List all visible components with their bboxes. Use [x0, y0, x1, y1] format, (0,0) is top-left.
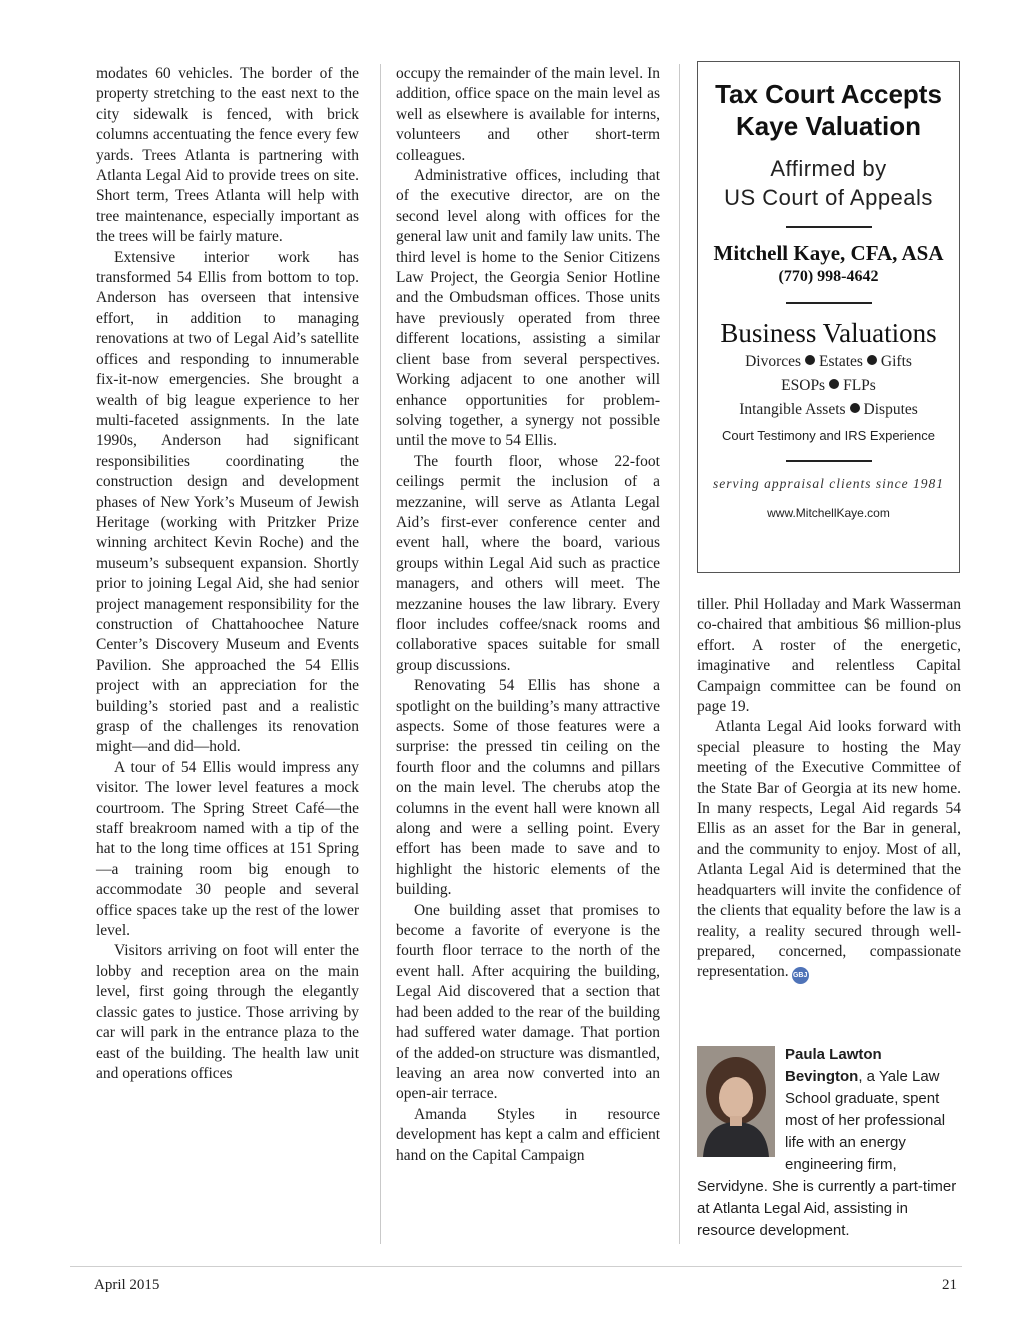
- ad-headline: [698, 78, 959, 142]
- paragraph: Visitors arriving on foot will enter the lobby and reception area on the main level, first going through the elegantly classic gates to justice. Those arriving by car will park in the entrance plaza to the east of the building. The health law unit and operations offices: [96, 942, 359, 1082]
- ad-headline-line: Kaye Valuation: [736, 111, 921, 141]
- ad-services-line: [698, 398, 959, 422]
- ad-phone: (770) 998-4642: [778, 268, 879, 285]
- column-divider: [679, 64, 680, 1244]
- footer-divider: [70, 1266, 962, 1267]
- service-item: Intangible Assets: [739, 401, 846, 418]
- service-item: Estates: [819, 353, 863, 370]
- ad-divider: [786, 302, 872, 304]
- author-bio: [697, 1044, 963, 1242]
- ad-title: Business Valuations: [720, 318, 937, 348]
- author-photo: [697, 1046, 775, 1157]
- paragraph: tiller. Phil Holladay and Mark Wasserman co-chaired that ambitious $6 million-plus effort. A roster of the energetic, imaginative and relentless Capital Campaign committee can be found on page 19.: [697, 596, 961, 716]
- article-column-3: [697, 595, 961, 984]
- footer-date: April 2015: [94, 1277, 160, 1293]
- paragraph: [697, 717, 961, 984]
- ad-subheadline-line: US Court of Appeals: [724, 185, 933, 210]
- end-mark-icon: GBJ: [792, 967, 809, 984]
- bullet-icon: [829, 379, 839, 389]
- service-item: Gifts: [880, 353, 912, 370]
- ad-divider: [786, 460, 872, 462]
- ad-website-link[interactable]: www.MitchellKaye.com: [767, 506, 890, 520]
- advertisement-box: [697, 61, 960, 573]
- ad-services-line: [698, 350, 959, 374]
- author-name: Paula Lawton Bevington: [785, 1046, 882, 1085]
- ad-divider: [786, 226, 872, 228]
- bullet-icon: [850, 403, 860, 413]
- paragraph: Renovating 54 Ellis has shone a spotlight on the building’s many attractive aspects. Some of those features were a surprise: the pressed tin ceiling on the fourth floor and the columns and pillars on the main level. The cherubs atop the columns in the event hall were known all along and were a selling point. Every effort has been made to save and to highlight the historic elements of the building.: [396, 677, 660, 899]
- service-item: FLPs: [843, 377, 876, 394]
- ad-contact-name: Mitchell Kaye, CFA, ASA: [713, 241, 944, 265]
- paragraph: modates 60 vehicles. The border of the property stretching to the east next to the city sidewalk is fenced, with brick columns accentuating the fence every few yards. Trees Atlanta is partnering with Atlanta Legal Aid to provide trees on site. Short term, Trees Atlanta will help with tree maintenance, especially important as the trees will be fairly mature.: [96, 65, 359, 246]
- ad-subheadline-line: Affirmed by: [770, 156, 887, 181]
- author-portrait-icon: [697, 1046, 775, 1157]
- column-divider: [380, 64, 381, 1244]
- ad-services-line: [698, 374, 959, 398]
- author-bio-text: , a Yale Law School graduate, spent most of her professional life with an energy engineering firm, Servidyne. She is currently a part-timer at Atlanta Legal Aid, assisting in resource development.: [697, 1068, 957, 1239]
- service-item: Disputes: [863, 401, 918, 418]
- bullet-icon: [867, 355, 877, 365]
- ad-experience: Court Testimony and IRS Experience: [722, 428, 935, 443]
- bullet-icon: [805, 355, 815, 365]
- paragraph: The fourth floor, whose 22-foot ceilings permit the inclusion of a mezzanine, will serve as Atlanta Legal Aid’s first-ever conference center and event hall, where the board, various groups within Legal Aid such as practice managers, and others will meet. The mezzanine houses the law library. Every floor includes coffee/snack rooms and collaborative spaces suitable for small group discussions.: [396, 452, 660, 674]
- paragraph: A tour of 54 Ellis would impress any visitor. The lower level features a mock courtroom. The Spring Street Café—the staff breakroom named with a tip of the hat to the long time offices at 151 Spring—a training room big enough to accommodate 30 people and several office spaces take up the rest of the lower level.: [96, 758, 359, 940]
- article-column-1: [96, 64, 359, 1084]
- paragraph: Extensive interior work has transformed 54 Ellis from bottom to top. Anderson has overseen that intensive effort, in addition to managing renovations at two of Legal Aid’s satellite offices and responding to innumerable fix-it-now emergencies. She brought a wealth of big league experience to her multi-faceted assignments. In the late 1990s, Anderson had significant responsibilities coordinating the construction design and development phases of New York’s Museum of Jewish Heritage (working with Pritzker Prize winning architect Kevin Roche) and the museum’s subsequent expansion. Shortly prior to joining Legal Aid, she had senior project management responsibility for the construction of Chattahoochee Nature Center’s Discovery Museum and Events Pavilion. She approached the 54 Ellis project with an appreciation for the building’s storied past and a realistic grasp of the challenges its renovation might—and did—hold.: [96, 248, 359, 756]
- page-number: 21: [942, 1277, 957, 1293]
- paragraph: Administrative offices, including that of the executive director, are on the second level along with offices for the general law unit and family law units. The third level is home to the Senior Citizens Law Project, the Georgia Senior Hotline and the Ombudsman offices. Those units have previously operated from three different locations, assisting a similar client base from several perspectives. Working adjacent to one another will enhance opportunities for problem-solving together, a synergy not possible until the move to 54 Ellis.: [396, 167, 660, 450]
- paragraph: One building asset that promises to become a favorite of everyone is the fourth floor terrace to the north of the event hall. After acquiring the building, Legal Aid discovered that a section that had been added to the rear of the building had suffered water damage. That portion of the added-on structure was dismantled, leaving an area now converted into an open-air terrace.: [396, 901, 660, 1103]
- service-item: ESOPs: [781, 377, 826, 394]
- ad-headline-line: Tax Court Accepts: [715, 79, 942, 109]
- paragraph: occupy the remainder of the main level. In addition, office space on the main level as well as elsewhere is available for interns, volunteers and other short-term colleagues.: [396, 65, 660, 164]
- ad-tagline: serving appraisal clients since 1981: [713, 476, 944, 491]
- paragraph-text: Atlanta Legal Aid looks forward with special pleasure to hosting the May meeting of the Executive Committee of the State Bar of Georgia at its new home. In many respects, Legal Aid regards 54 Ellis as an asset for the Bar in general, and the community to enjoy. Most of all, Atlanta Legal Aid is determined that the headquarters will invite the confidence of the clients that equality before the law is a reality, a reality secured through well-prepared, concerned, compassionate representation.: [697, 718, 961, 981]
- service-item: Divorces: [745, 353, 802, 370]
- paragraph: Amanda Styles in resource development has kept a calm and efficient hand on the Capital Campaign: [396, 1105, 660, 1164]
- ad-subheadline: [698, 154, 959, 212]
- article-column-2: [396, 64, 660, 1166]
